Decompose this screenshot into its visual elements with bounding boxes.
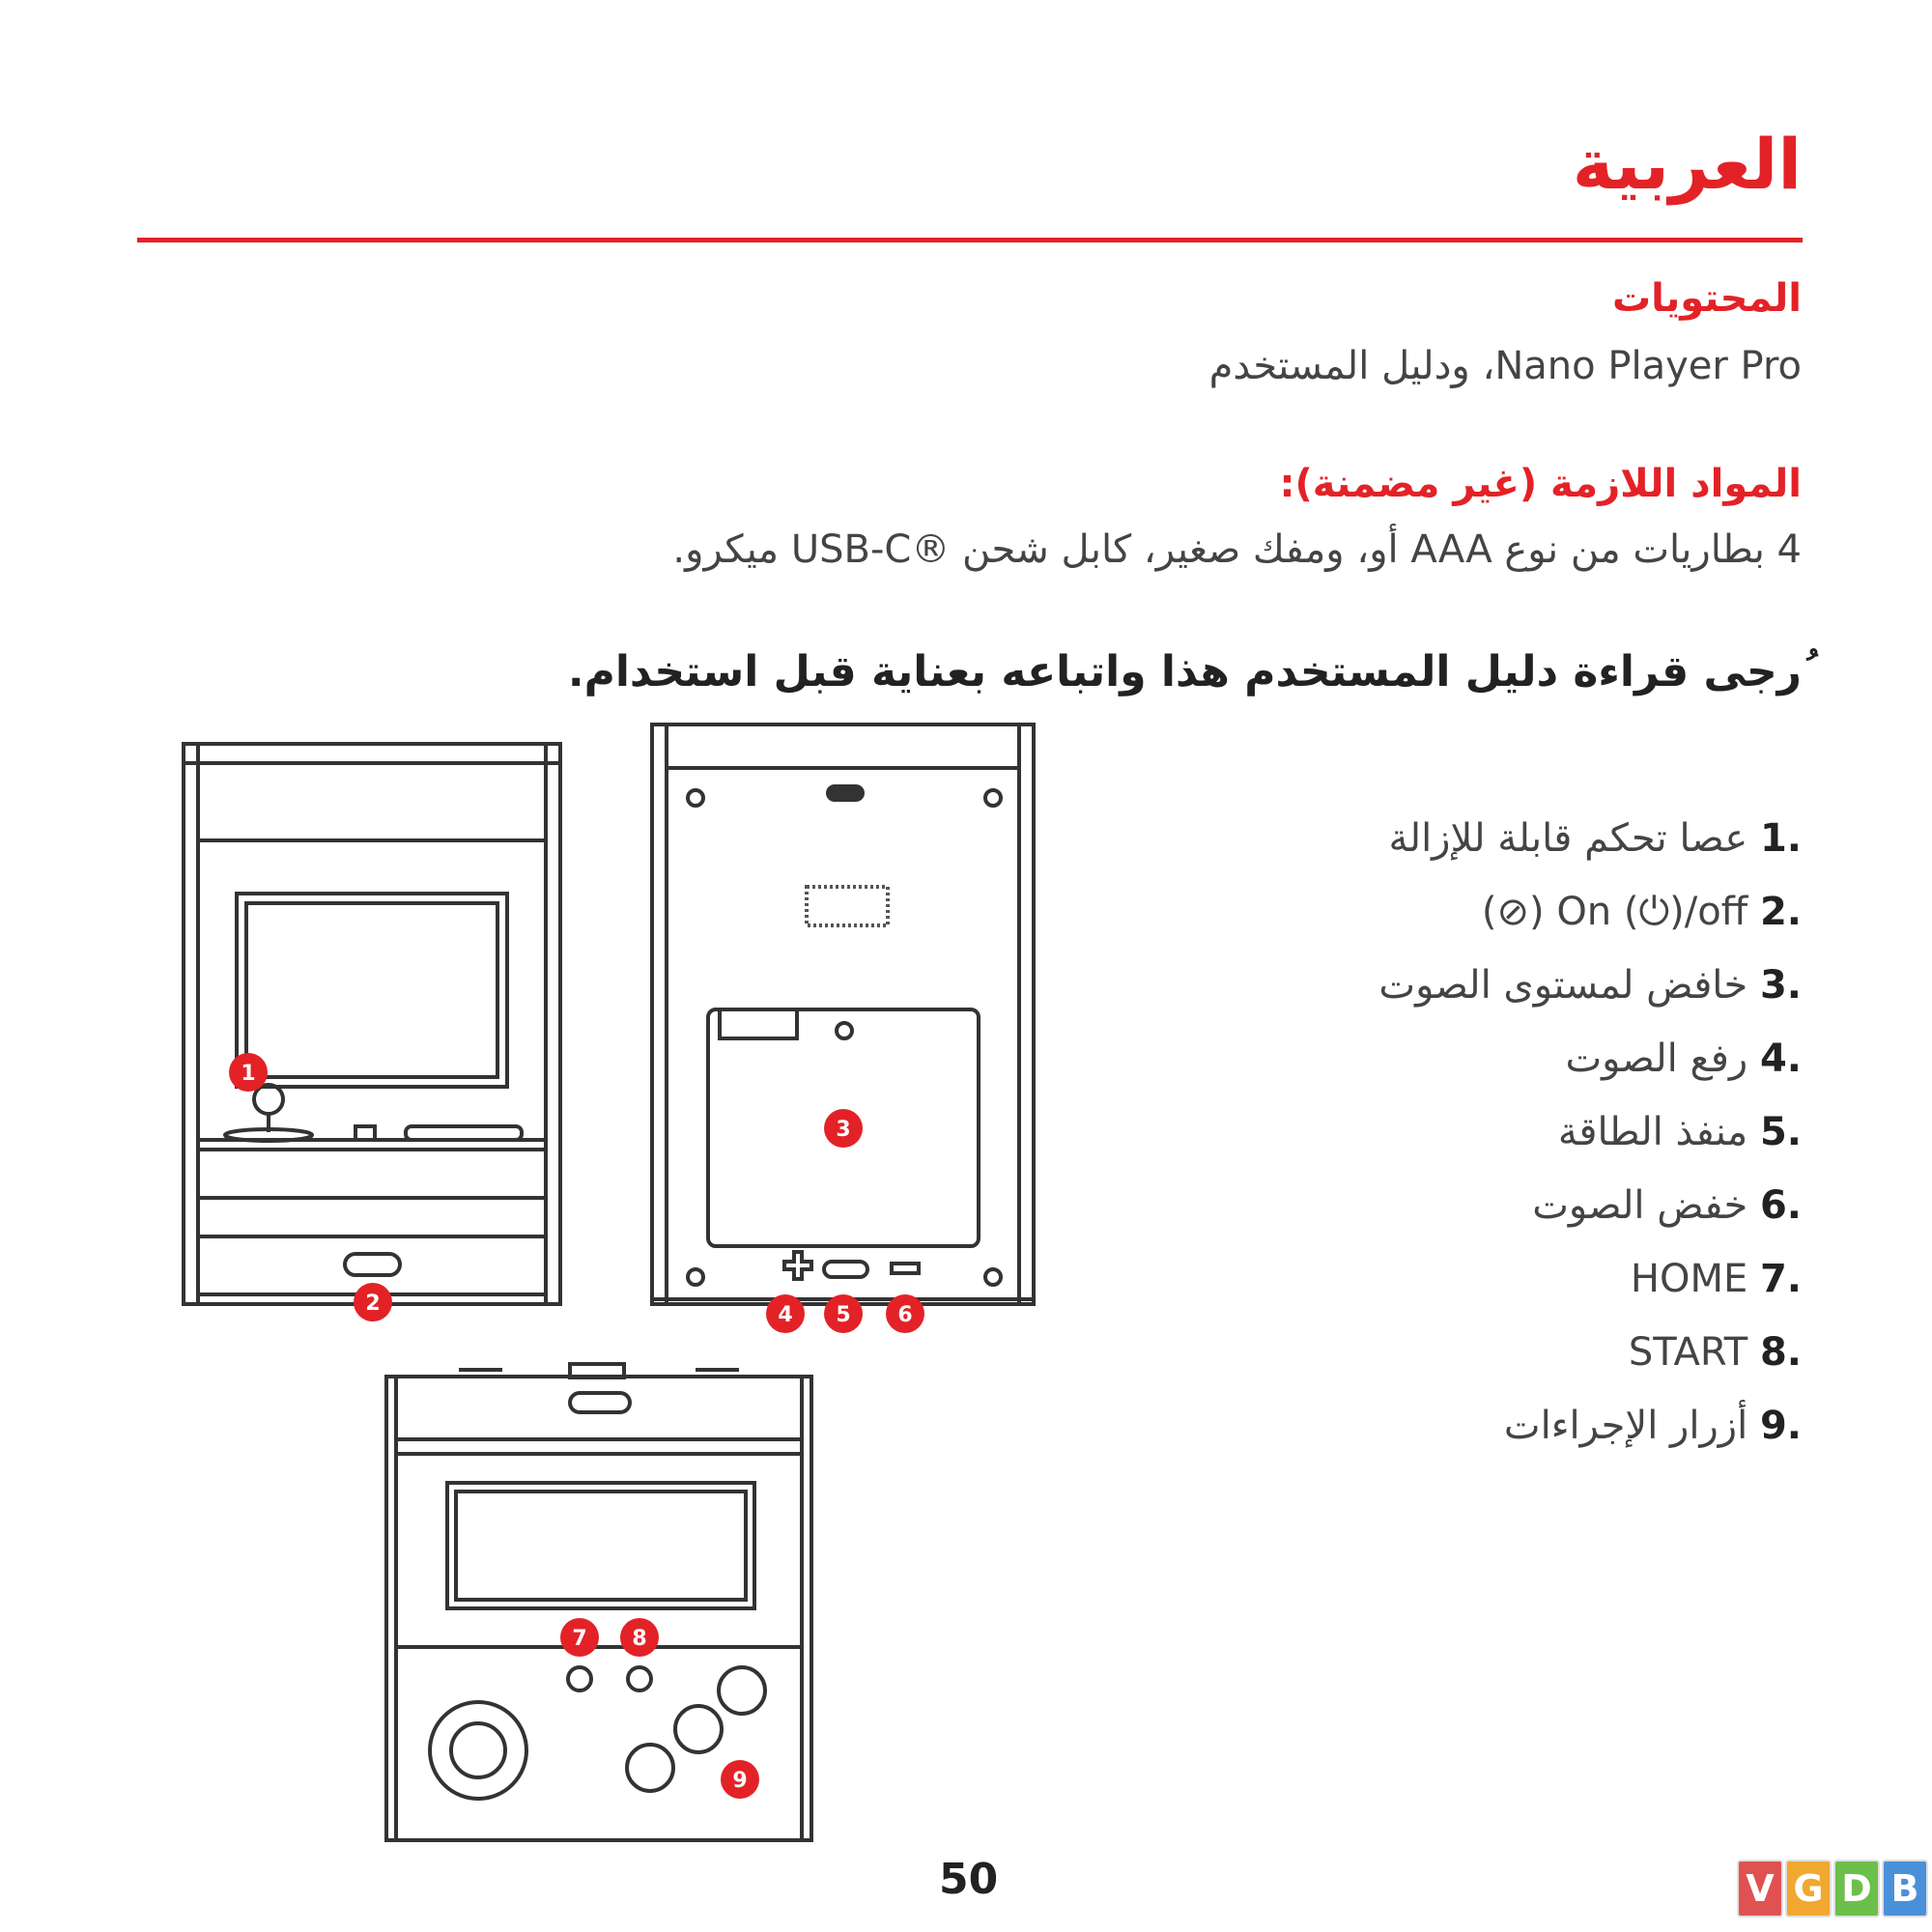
legend-item: .6 خفض الصوت — [1532, 1183, 1802, 1228]
callout-5 — [824, 1294, 863, 1333]
page-number: 50 — [939, 1855, 999, 1904]
callout-markers — [229, 1053, 924, 1799]
svg-text:1: 1 — [241, 1062, 256, 1086]
legend-item: .5 منفذ الطاقة — [1557, 1110, 1802, 1154]
read-manual-instruction: ُرجى قراءة دليل المستخدم هذا واتباعه بعناية قبل استخدام. — [567, 647, 1802, 696]
required-materials-heading: المواد اللازمة (غير مضمنة): — [1279, 462, 1802, 506]
page-title: العربية — [1572, 124, 1802, 205]
legend-item: .3 خافض لمستوى الصوت — [1378, 963, 1802, 1008]
svg-text:6: 6 — [897, 1303, 913, 1327]
callout-9 — [721, 1760, 759, 1799]
callout-4 — [766, 1294, 805, 1333]
svg-text:7: 7 — [572, 1627, 587, 1651]
callout-3 — [824, 1109, 863, 1148]
contents-heading: المحتويات — [1611, 276, 1802, 321]
svg-text:3: 3 — [836, 1118, 851, 1142]
back-view-diagram — [652, 724, 1034, 1304]
legend-item: .4 رفع الصوت — [1565, 1037, 1802, 1081]
legend-item: .2 On (⏻)/off (⦸) — [1481, 890, 1802, 934]
front-view-diagram — [184, 744, 560, 1304]
svg-text:4: 4 — [778, 1303, 793, 1327]
svg-text:8: 8 — [632, 1627, 647, 1651]
required-materials-text: 4 بطاريات من نوع AAA أو، ومفك صغير، كابل شحن ®USB-C ميكرو. — [672, 527, 1802, 572]
contents-text: Nano Player Pro، ودليل المستخدم — [1208, 344, 1802, 388]
svg-text:9: 9 — [732, 1769, 748, 1793]
svg-text:5: 5 — [836, 1303, 851, 1327]
svg-text:2: 2 — [365, 1292, 381, 1316]
legend-item: .1 عصا تحكم قابلة للإزالة — [1388, 816, 1802, 861]
legend-item: .7 HOME — [1630, 1257, 1802, 1301]
logo-letter: D — [1833, 1860, 1880, 1918]
callout-2 — [354, 1283, 392, 1321]
callout-7 — [560, 1618, 599, 1657]
vgdb-logo — [1737, 1860, 1930, 1918]
callout-6 — [886, 1294, 924, 1333]
logo-letter: V — [1737, 1860, 1783, 1918]
callout-8 — [620, 1618, 659, 1657]
logo-letter: G — [1785, 1860, 1832, 1918]
legend-item: .9 أزرار الإجراءات — [1503, 1404, 1802, 1448]
legend-item: .8 START — [1628, 1330, 1802, 1375]
callout-1 — [229, 1053, 268, 1092]
logo-letter: B — [1882, 1860, 1928, 1918]
